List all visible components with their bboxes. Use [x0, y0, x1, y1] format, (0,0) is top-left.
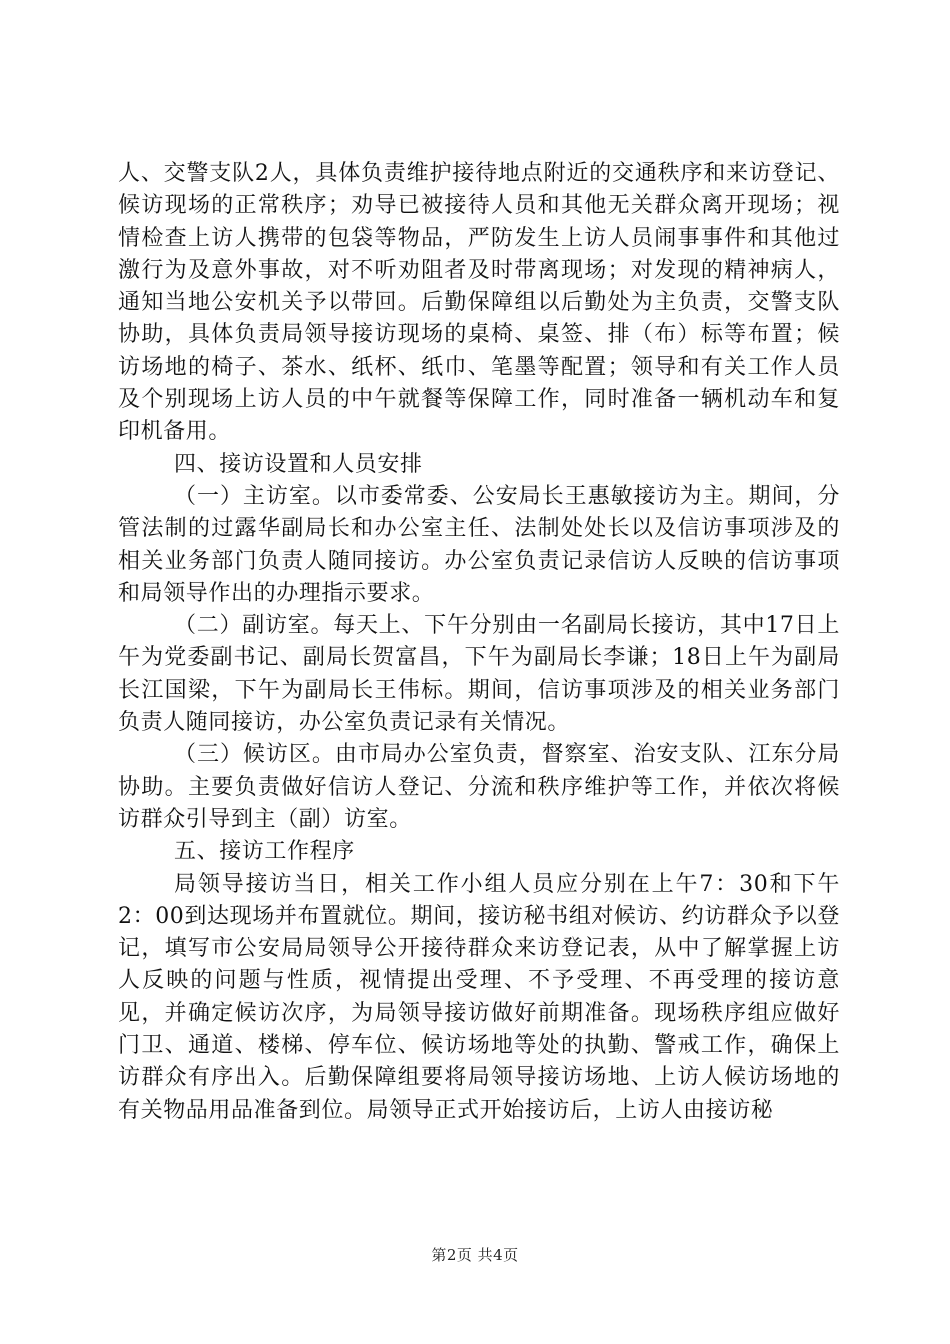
paragraph-continuation: 人、交警支队2人，具体负责维护接待地点附近的交通秩序和来访登记、候访现场的正常秩序；劝导已被接待人员和其他无关群众离开现场；视情检查上访人携带的包袋等物品，严防发生上访人员闹事事件和其他过激行为及意外事故，对不听劝阻者及时带离现场；对发现的精神病人，通知当地公安机关予以带回。后勤保障组以后勤处为主负责，交警支队协助，具体负责局领导接访现场的桌椅、桌签、排（布）标等布置；候访场地的椅子、茶水、纸杯、纸巾、笔墨等配置；领导和有关工作人员及个别现场上访人员的中午就餐等保障工作，同时准备一辆机动车和复印机备用。: [118, 161, 840, 445]
section-heading-4: 四、接访设置和人员安排: [174, 451, 423, 477]
page-number-footer: 第2页 共4页: [431, 1246, 519, 1264]
document-body: [118, 158, 840, 1127]
section-heading-5: 五、接访工作程序: [174, 839, 355, 865]
paragraph-procedure: 局领导接访当日，相关工作小组人员应分别在上午7：30和下午2：00到达现场并布置就位。期间，接访秘书组对候访、约访群众予以登记，填写市公安局局领导公开接待群众来访登记表，从中了解掌握上访人反映的问题与性质，视情提出受理、不予受理、不再受理的接访意见，并确定候访次序，为局领导接访做好前期准备。现场秩序组应做好门卫、通道、楼梯、停车位、候访场地等处的执勤、警戒工作，确保上访群众有序出入。后勤保障组要将局领导接访场地、上访人候访场地的有关物品用品准备到位。局领导正式开始接访后，上访人由接访秘: [118, 871, 840, 1123]
paragraph-deputy-room: （二）副访室。每天上、下午分别由一名副局长接访，其中17日上午为党委副书记、副局长贺富昌，下午为副局长李谦；18日上午为副局长江国梁，下午为副局长王伟标。期间，信访事项涉及的相关业务部门负责人随同接访，办公室负责记录有关情况。: [118, 613, 840, 736]
paragraph-waiting-area: （三）候访区。由市局办公室负责，督察室、治安支队、江东分局协助。主要负责做好信访人登记、分流和秩序维护等工作，并依次将候访群众引导到主（副）访室。: [118, 742, 840, 832]
paragraph-main-room: （一）主访室。以市委常委、公安局长王惠敏接访为主。期间，分管法制的过露华副局长和办公室主任、法制处处长以及信访事项涉及的相关业务部门负责人随同接访。办公室负责记录信访人反映的信访事项和局领导作出的办理指示要求。: [118, 483, 840, 606]
